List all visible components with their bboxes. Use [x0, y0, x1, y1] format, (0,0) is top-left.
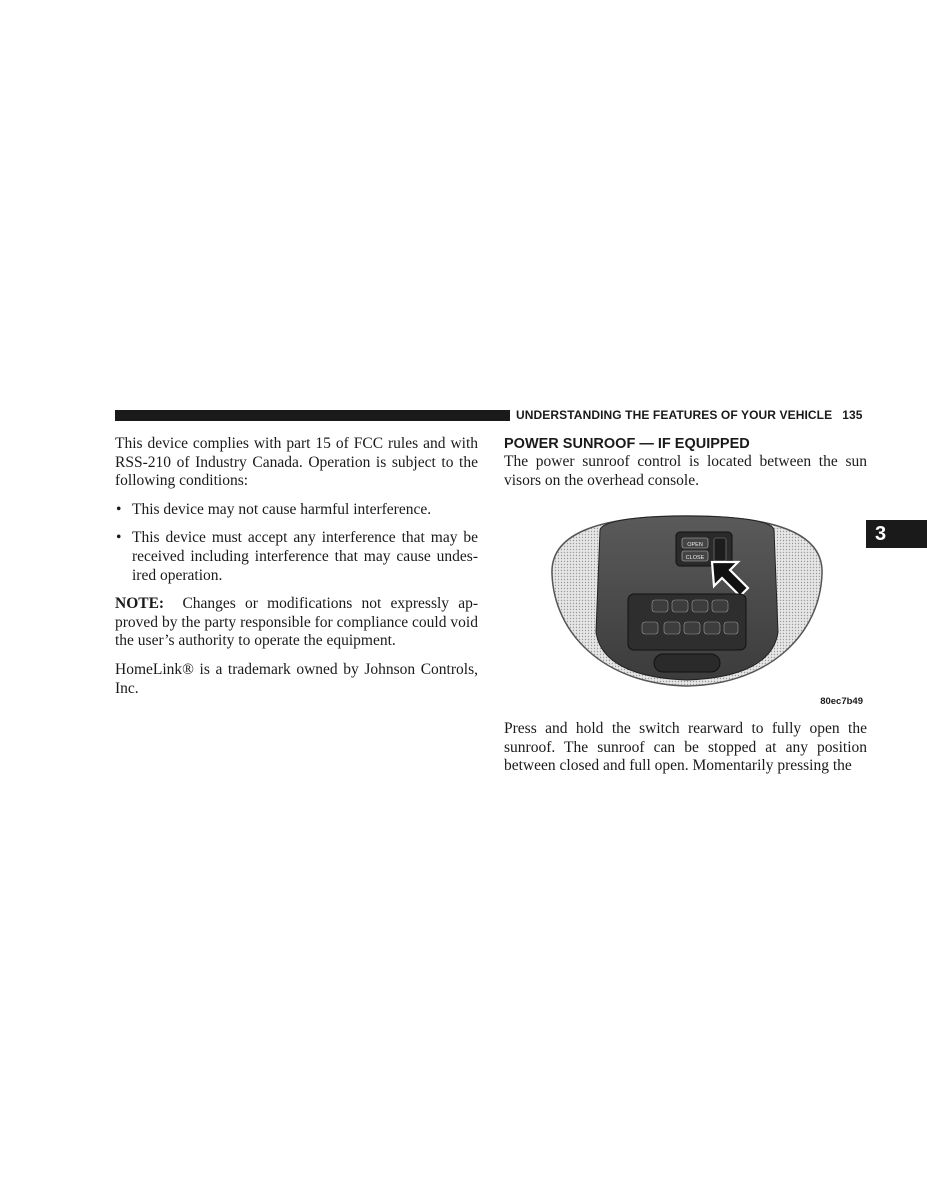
running-header: [516, 408, 868, 422]
page-number: 135: [842, 408, 863, 422]
header-rule: [115, 410, 510, 421]
list-item: • This device must accept any interference that may be received including interference that may cause undes-ired operation.: [115, 529, 478, 585]
note-label: NOTE:: [115, 595, 165, 613]
condition-list: [115, 501, 478, 585]
sunroof-operation-text: Press and hold the switch rearward to fully open the sunroof. The sunroof can be stopped at any position between closed and full open. Momentarily pressing the: [504, 720, 867, 775]
right-column: [504, 435, 867, 776]
chapter-tab: 3: [866, 520, 927, 548]
section-title: UNDERSTANDING THE FEATURES OF YOUR VEHICLE: [516, 408, 833, 422]
fcc-intro: This device complies with part 15 of FCC rules and with RSS-210 of Industry Canada. Operation is subject to the following conditions:: [115, 435, 478, 490]
overhead-console-figure: [504, 512, 867, 712]
close-label: CLOSE: [685, 555, 705, 562]
open-label: OPEN: [687, 542, 703, 549]
trademark-paragraph: HomeLink® is a trademark owned by Johnson Controls, Inc.: [115, 660, 478, 697]
figure-code: 80ec7b49: [820, 696, 863, 708]
left-column: [115, 435, 478, 698]
sunroof-intro: The power sunroof control is located between the sun visors on the overhead console.: [504, 453, 867, 489]
note-text: Changes or modifications not expressly ap-proved by the party responsible for compliance could void the user’s authority to operate the equipment.: [115, 595, 478, 650]
note-paragraph: [115, 595, 478, 651]
list-item: • This device may not cause harmful interference.: [115, 501, 478, 520]
section-heading: POWER SUNROOF — IF EQUIPPED: [504, 436, 750, 452]
overhead-console-illustration: [542, 512, 832, 692]
